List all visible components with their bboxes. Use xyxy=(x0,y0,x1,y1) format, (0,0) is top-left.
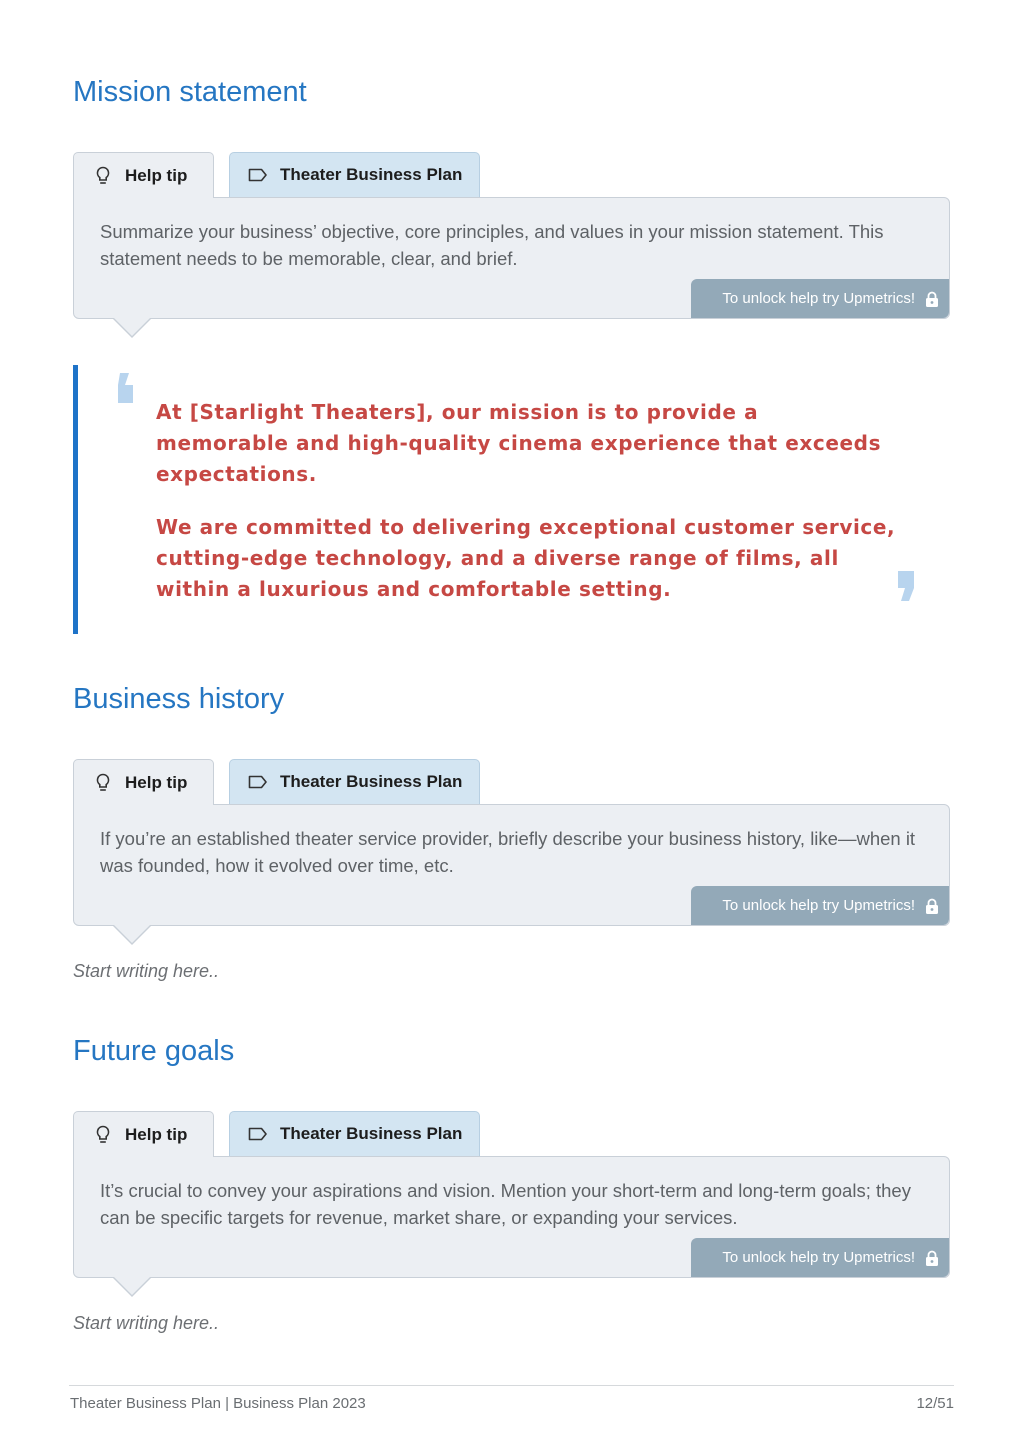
help-tip-text: Summarize your business’ objective, core principles, and values in your mission statement. This statement needs to be memorable, clear, and brief. xyxy=(100,221,884,269)
tag-icon xyxy=(248,1124,268,1144)
lock-icon xyxy=(925,1250,939,1266)
unlock-upmetrics-button[interactable] xyxy=(691,886,949,925)
help-tip-fade-overflow xyxy=(100,901,700,911)
tab-help-tip[interactable] xyxy=(73,759,214,805)
unlock-upmetrics-button[interactable] xyxy=(691,1238,949,1277)
section-title-mission: Mission statement xyxy=(73,76,307,108)
unlock-label: To unlock help try Upmetrics! xyxy=(722,897,915,914)
tabs-mission xyxy=(73,152,950,197)
lock-icon xyxy=(925,291,939,307)
mission-quote-text xyxy=(156,397,896,627)
help-tip-pointer xyxy=(113,319,151,338)
tag-icon xyxy=(248,772,268,792)
lightbulb-icon xyxy=(93,166,113,186)
footer-document-title: Theater Business Plan | Business Plan 2023 xyxy=(70,1395,366,1412)
open-quote-icon xyxy=(116,373,136,408)
tab-help-tip[interactable] xyxy=(73,1111,214,1157)
tab-help-tip-label: Help tip xyxy=(125,772,188,792)
footer-divider xyxy=(69,1385,954,1386)
help-tip-pointer xyxy=(113,926,151,945)
tab-plan-label: Theater Business Plan xyxy=(280,165,463,184)
help-tip-text: If you’re an established theater service provider, briefly describe your business history, like—when it was founded, how it evolved over time, etc. xyxy=(100,828,916,876)
close-quote-icon xyxy=(896,571,916,606)
help-tip-text: It’s crucial to convey your aspirations and vision. Mention your short-term and long-term goals; they can be specific targets for revenue, market share, or expanding your services. xyxy=(100,1180,911,1228)
business-history-input-placeholder[interactable]: Start writing here.. xyxy=(73,961,220,981)
tab-plan-label: Theater Business Plan xyxy=(280,772,463,791)
mission-quote-block xyxy=(73,365,933,634)
tab-theater-business-plan[interactable] xyxy=(229,759,480,804)
unlock-label: To unlock help try Upmetrics! xyxy=(722,290,915,307)
footer-page-number: 12/51 xyxy=(916,1395,954,1412)
section-title-future-goals: Future goals xyxy=(73,1035,235,1067)
quote-paragraph-2: We are committed to delivering exceptional customer service, cutting-edge technology, and a diverse range of films, all within a luxurious and comfortable setting. xyxy=(156,515,896,601)
tab-help-tip-label: Help tip xyxy=(125,165,188,185)
tab-help-tip[interactable] xyxy=(73,152,214,198)
future-goals-input-placeholder[interactable]: Start writing here.. xyxy=(73,1313,220,1333)
help-tip-box xyxy=(73,1156,950,1278)
tabs-future-goals xyxy=(73,1111,950,1156)
tab-theater-business-plan[interactable] xyxy=(229,1111,480,1156)
help-tip-pointer xyxy=(113,1278,151,1297)
help-tip-box xyxy=(73,197,950,319)
lightbulb-icon xyxy=(93,1125,113,1145)
tag-icon xyxy=(248,165,268,185)
tab-plan-label: Theater Business Plan xyxy=(280,1124,463,1143)
unlock-upmetrics-button[interactable] xyxy=(691,279,949,318)
unlock-label: To unlock help try Upmetrics! xyxy=(722,1249,915,1266)
tabs-business-history xyxy=(73,759,950,804)
lightbulb-icon xyxy=(93,773,113,793)
help-tip-box xyxy=(73,804,950,926)
section-title-business-history: Business history xyxy=(73,683,285,715)
lock-icon xyxy=(925,898,939,914)
tab-help-tip-label: Help tip xyxy=(125,1124,188,1144)
tab-theater-business-plan[interactable] xyxy=(229,152,480,197)
quote-paragraph-1: At [Starlight Theaters], our mission is to provide a memorable and high-quality cinema experience that exceeds expectations. xyxy=(156,400,882,486)
